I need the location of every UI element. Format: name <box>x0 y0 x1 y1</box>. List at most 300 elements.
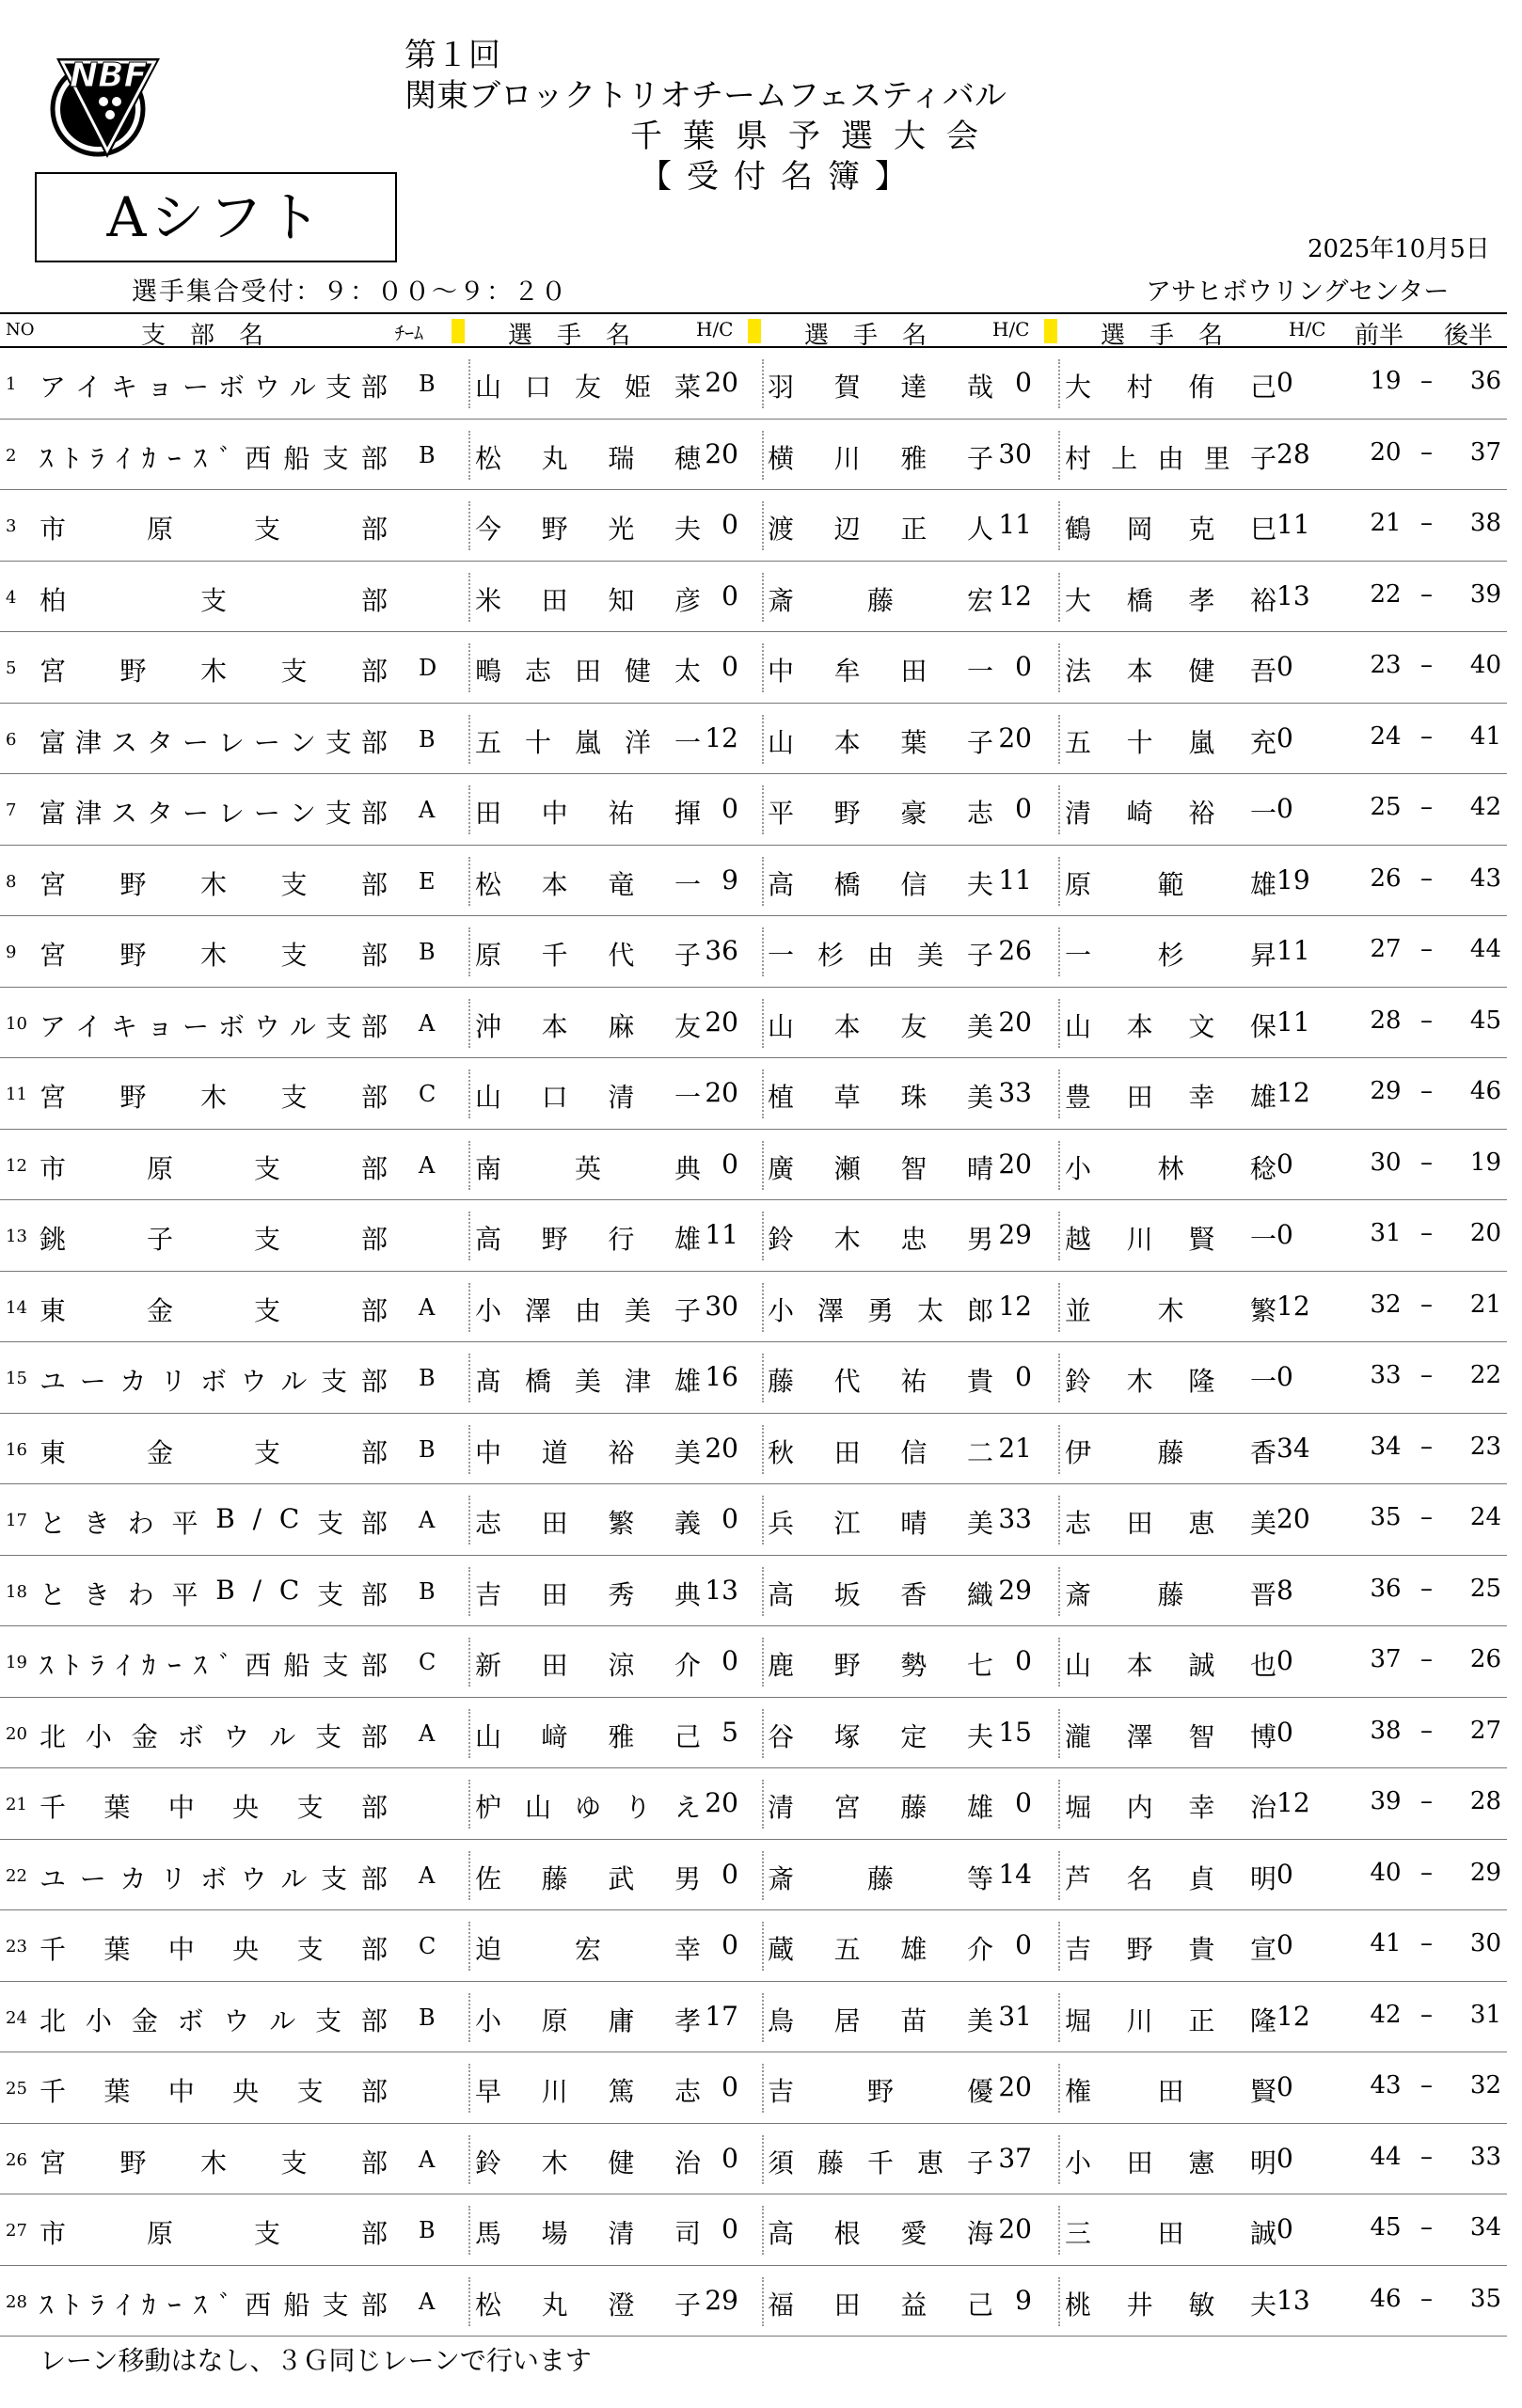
player-3-handicap: 0 <box>1276 793 1293 824</box>
lane-separator: – <box>1420 1645 1433 1673</box>
branch-name: ｽ ﾄ ﾗ ｲ ｶ ｰ ｽ ﾞ 西 船 支 部 <box>40 442 388 474</box>
player-3-name: 豊 田 幸 雄 <box>1065 1082 1276 1113</box>
player-2-handicap: 12 <box>998 1290 1032 1322</box>
team-letter: A <box>419 797 436 823</box>
header-hc-2: H/C <box>992 318 1030 341</box>
player-1-handicap: 0 <box>721 2213 738 2244</box>
player-2-name: 高 根 愛 海 <box>768 2218 993 2249</box>
player-1-name: 五 十 嵐 洋 一 <box>475 726 701 758</box>
player-2-name: 斎 藤 等 <box>768 1862 993 1894</box>
table-row <box>0 348 1507 420</box>
player-2-handicap: 33 <box>998 1503 1032 1534</box>
branch-name: と き わ 平 B / C 支 部 <box>40 1503 388 1539</box>
player-2-name: 中 牟 田 一 <box>768 656 993 687</box>
header-hc-1: H/C <box>696 318 734 341</box>
venue-name: アサヒボウリングセンター <box>1146 277 1450 307</box>
roster-table <box>0 348 1507 2337</box>
player-3-name: 原 範 雄 <box>1065 868 1276 900</box>
player-1-handicap: 20 <box>705 1077 738 1108</box>
header-no: NO <box>6 320 35 340</box>
player-3-name: 越 川 賢 一 <box>1065 1224 1276 1255</box>
player-3-name: 三 田 誠 <box>1065 2218 1276 2249</box>
first-half-lane: 46 <box>1370 2284 1402 2313</box>
lane-separator: – <box>1420 1787 1433 1815</box>
row-number: 27 <box>6 2221 27 2241</box>
second-half-lane: 46 <box>1469 1077 1501 1105</box>
player-1-handicap: 0 <box>721 579 738 611</box>
table-row <box>0 1414 1507 1485</box>
team-letter: B <box>419 725 436 752</box>
lane-separator: – <box>1420 2284 1433 2313</box>
second-half-lane: 34 <box>1469 2213 1501 2242</box>
player-3-handicap: 12 <box>1276 1787 1310 1818</box>
player-1-name: 佐 藤 武 男 <box>475 1862 701 1894</box>
team-letter: D <box>419 655 437 681</box>
header-marker-1 <box>452 319 465 343</box>
nbf-logo <box>49 45 164 164</box>
player-3-name: 大 橋 孝 裕 <box>1065 584 1276 616</box>
branch-name: 富 津 ス タ ー レ ー ン 支 部 <box>40 726 388 758</box>
second-half-lane: 21 <box>1469 1290 1501 1319</box>
team-letter: A <box>419 2146 436 2173</box>
player-3-handicap: 0 <box>1276 721 1293 753</box>
table-header <box>0 312 1507 348</box>
player-1-handicap: 20 <box>705 367 738 398</box>
player-1-handicap: 0 <box>721 793 738 824</box>
player-2-name: 植 草 珠 美 <box>768 1082 993 1113</box>
second-half-lane: 20 <box>1469 1219 1501 1247</box>
player-2-name: 羽 賀 達 哉 <box>768 372 993 403</box>
player-3-name: 大 村 侑 己 <box>1065 372 1276 403</box>
table-row <box>0 1698 1507 1769</box>
table-row <box>0 1768 1507 1840</box>
player-1-handicap: 0 <box>721 651 738 682</box>
team-letter: A <box>419 1009 436 1037</box>
first-half-lane: 36 <box>1370 1574 1402 1603</box>
player-2-handicap: 14 <box>998 1858 1032 1890</box>
header-first-half: 前半 <box>1355 322 1404 350</box>
table-row <box>0 846 1507 917</box>
table-row <box>0 1200 1507 1272</box>
player-3-handicap: 0 <box>1276 367 1293 398</box>
player-2-handicap: 0 <box>1015 1645 1032 1676</box>
row-number: 18 <box>6 1581 27 1602</box>
lane-separator: – <box>1420 1716 1433 1745</box>
player-3-name: 法 本 健 吾 <box>1065 656 1276 687</box>
player-3-handicap: 0 <box>1276 1858 1293 1890</box>
table-row <box>0 988 1507 1059</box>
team-letter: A <box>419 1507 436 1533</box>
player-1-handicap: 11 <box>705 1219 738 1250</box>
table-row <box>0 420 1507 491</box>
player-1-name: 山 﨑 雅 己 <box>475 1720 701 1752</box>
team-letter: E <box>419 867 436 895</box>
player-1-name: 迫 宏 幸 <box>475 1934 701 1965</box>
player-3-name: 清 崎 裕 一 <box>1065 798 1276 829</box>
player-2-name: 鈴 木 忠 男 <box>768 1224 993 1255</box>
player-1-handicap: 36 <box>705 935 738 966</box>
player-2-name: 須 藤 千 恵 子 <box>768 2147 993 2178</box>
player-2-handicap: 20 <box>998 721 1032 753</box>
lane-separator: – <box>1420 1503 1433 1531</box>
branch-name: 千 葉 中 央 支 部 <box>40 2076 388 2107</box>
first-half-lane: 20 <box>1370 437 1402 467</box>
second-half-lane: 27 <box>1469 1716 1501 1745</box>
lane-separator: – <box>1420 1361 1433 1389</box>
team-letter: B <box>419 1435 436 1463</box>
table-row <box>0 1840 1507 1911</box>
second-half-lane: 45 <box>1469 1006 1501 1035</box>
title-line-2: 関東ブロックトリオチームフェスティバル <box>404 77 1007 115</box>
second-half-lane: 33 <box>1469 2142 1501 2171</box>
second-half-lane: 28 <box>1469 1787 1501 1815</box>
table-row <box>0 1982 1507 2053</box>
player-3-name: 一 杉 昇 <box>1065 940 1276 971</box>
player-2-name: 横 川 雅 子 <box>768 442 993 474</box>
lane-separator: – <box>1420 1432 1433 1461</box>
title-line-4: 【受付名簿】 <box>640 158 922 196</box>
player-3-name: 堀 内 幸 治 <box>1065 1792 1276 1823</box>
player-1-name: 馬 場 清 司 <box>475 2218 701 2249</box>
lane-separator: – <box>1420 509 1433 537</box>
header-second-half: 後半 <box>1444 322 1494 350</box>
player-2-name: 蔵 五 雄 介 <box>768 1934 993 1965</box>
event-date: 2025年10月5日 <box>1308 235 1490 263</box>
player-1-name: 吉 田 秀 典 <box>475 1578 701 1610</box>
player-2-name: 平 野 豪 志 <box>768 798 993 829</box>
second-half-lane: 38 <box>1469 509 1501 537</box>
player-2-handicap: 9 <box>1015 2284 1032 2316</box>
lane-separator: – <box>1420 863 1433 893</box>
player-2-name: 渡 辺 正 人 <box>768 514 993 545</box>
shift-label: Aシフト <box>35 172 397 262</box>
branch-name: 市 原 支 部 <box>40 1152 388 1184</box>
first-half-lane: 38 <box>1370 1716 1402 1745</box>
player-1-handicap: 20 <box>705 437 738 469</box>
second-half-lane: 41 <box>1469 721 1501 751</box>
player-2-name: 福 田 益 己 <box>768 2289 993 2321</box>
player-1-name: 早 川 篤 志 <box>475 2076 701 2107</box>
title-line-3: 千葉県予選大会 <box>630 118 999 155</box>
first-half-lane: 35 <box>1370 1503 1402 1531</box>
player-2-name: 鹿 野 勢 七 <box>768 1650 993 1681</box>
table-row <box>0 2266 1507 2337</box>
player-3-handicap: 0 <box>1276 1219 1293 1250</box>
player-3-name: 志 田 恵 美 <box>1065 1508 1276 1539</box>
branch-name: 市 原 支 部 <box>40 2218 388 2249</box>
player-1-handicap: 20 <box>705 1432 738 1464</box>
player-1-handicap: 0 <box>721 1503 738 1534</box>
header-marker-2 <box>748 319 761 343</box>
team-letter: B <box>419 371 436 397</box>
player-3-handicap: 0 <box>1276 1929 1293 1960</box>
second-half-lane: 36 <box>1469 367 1501 395</box>
player-3-handicap: 13 <box>1276 579 1310 611</box>
player-2-name: 吉 野 優 <box>768 2076 993 2107</box>
player-3-handicap: 13 <box>1276 2284 1310 2316</box>
row-number: 8 <box>6 871 17 892</box>
lane-separator: – <box>1420 2071 1433 2099</box>
first-half-lane: 41 <box>1370 1929 1402 1957</box>
player-1-handicap: 0 <box>721 509 738 540</box>
row-number: 1 <box>6 374 17 394</box>
lane-separator: – <box>1420 1574 1433 1603</box>
player-2-name: 兵 江 晴 美 <box>768 1508 993 1539</box>
first-half-lane: 26 <box>1370 863 1402 893</box>
player-2-name: 山 本 友 美 <box>768 1010 993 1042</box>
player-3-name: 伊 藤 香 <box>1065 1436 1276 1468</box>
table-row <box>0 632 1507 704</box>
lane-separator: – <box>1420 1077 1433 1105</box>
player-3-name: 五 十 嵐 充 <box>1065 726 1276 758</box>
player-3-handicap: 0 <box>1276 1361 1293 1392</box>
player-2-handicap: 11 <box>998 863 1032 895</box>
player-1-handicap: 12 <box>705 721 738 753</box>
table-row <box>0 1556 1507 1627</box>
branch-name: ユ ー カ リ ボ ウ ル 支 部 <box>40 1366 388 1397</box>
row-number: 22 <box>6 1865 27 1886</box>
branch-name: 市 原 支 部 <box>40 514 388 545</box>
second-half-lane: 43 <box>1469 863 1501 893</box>
header-player-3: 選 手 名 <box>1101 322 1224 350</box>
first-half-lane: 40 <box>1370 1858 1402 1887</box>
lane-separator: – <box>1420 2142 1433 2171</box>
row-number: 4 <box>6 587 17 608</box>
second-half-lane: 39 <box>1469 579 1501 609</box>
player-3-handicap: 0 <box>1276 2142 1293 2174</box>
player-1-name: 鴫 志 田 健 太 <box>475 656 701 687</box>
team-letter: A <box>419 1293 436 1321</box>
team-letter: B <box>419 2004 436 2031</box>
table-row <box>0 490 1507 562</box>
player-2-handicap: 37 <box>998 2142 1032 2174</box>
lane-separator: – <box>1420 721 1433 751</box>
table-row <box>0 1342 1507 1414</box>
player-1-name: 高 野 行 雄 <box>475 1224 701 1255</box>
table-row <box>0 2052 1507 2124</box>
second-half-lane: 19 <box>1469 1148 1501 1177</box>
player-2-handicap: 20 <box>998 1148 1032 1180</box>
second-half-lane: 35 <box>1469 2284 1501 2313</box>
lane-separator: – <box>1420 1148 1433 1177</box>
first-half-lane: 32 <box>1370 1290 1402 1319</box>
lane-separator: – <box>1420 1858 1433 1887</box>
second-half-lane: 40 <box>1469 651 1501 679</box>
player-1-handicap: 9 <box>721 863 738 895</box>
row-number: 7 <box>6 800 17 820</box>
player-1-name: 小 原 庸 孝 <box>475 2004 701 2036</box>
branch-name: 宮 野 木 支 部 <box>40 2147 388 2178</box>
player-3-name: 村 上 由 里 子 <box>1065 442 1276 474</box>
player-2-name: 清 宮 藤 雄 <box>768 1792 993 1823</box>
player-3-handicap: 34 <box>1276 1432 1310 1464</box>
table-row <box>0 1130 1507 1201</box>
reception-time: 選手集合受付：９：００～９：２０ <box>132 277 568 307</box>
player-3-name: 鈴 木 隆 一 <box>1065 1366 1276 1397</box>
player-3-handicap: 8 <box>1276 1574 1293 1606</box>
player-1-handicap: 16 <box>705 1361 738 1392</box>
first-half-lane: 19 <box>1370 367 1402 395</box>
player-1-name: 髙 橋 美 津 雄 <box>475 1366 701 1397</box>
player-2-handicap: 29 <box>998 1574 1032 1606</box>
first-half-lane: 29 <box>1370 1077 1402 1105</box>
player-2-name: 鳥 居 苗 美 <box>768 2004 993 2036</box>
player-2-handicap: 11 <box>998 509 1032 540</box>
player-3-name: 斎 藤 晋 <box>1065 1578 1276 1610</box>
player-1-handicap: 30 <box>705 1290 738 1322</box>
row-number: 5 <box>6 658 17 678</box>
player-1-name: 小 澤 由 美 子 <box>475 1294 701 1326</box>
player-2-handicap: 0 <box>1015 367 1032 398</box>
first-half-lane: 34 <box>1370 1432 1402 1461</box>
lane-separator: – <box>1420 2000 1433 2029</box>
player-2-handicap: 29 <box>998 1219 1032 1250</box>
row-number: 21 <box>6 1795 27 1814</box>
team-letter: B <box>419 939 436 965</box>
branch-name: 宮 野 木 支 部 <box>40 868 388 900</box>
player-3-handicap: 0 <box>1276 2071 1293 2102</box>
player-3-name: 吉 野 貴 宣 <box>1065 1934 1276 1965</box>
player-3-name: 権 田 賢 <box>1065 2076 1276 2107</box>
table-row <box>0 1626 1507 1698</box>
player-1-handicap: 13 <box>705 1574 738 1606</box>
first-half-lane: 22 <box>1370 579 1402 609</box>
branch-name: 銚 子 支 部 <box>40 1224 388 1255</box>
branch-name: 宮 野 木 支 部 <box>40 940 388 971</box>
player-1-name: 鈴 木 健 治 <box>475 2147 701 2178</box>
header-branch: 支 部 名 <box>141 322 264 350</box>
player-1-name: 志 田 繁 義 <box>475 1508 701 1539</box>
player-2-name: 高 坂 香 織 <box>768 1578 993 1610</box>
first-half-lane: 45 <box>1370 2213 1402 2242</box>
branch-name: ア イ キ ョ ー ボ ウ ル 支 部 <box>40 1010 388 1042</box>
second-half-lane: 32 <box>1469 2071 1501 2099</box>
player-3-handicap: 11 <box>1276 509 1310 540</box>
row-number: 16 <box>6 1439 27 1460</box>
player-1-name: 新 田 涼 介 <box>475 1650 701 1681</box>
header-player-2: 選 手 名 <box>804 322 927 350</box>
header-team: ﾁｰﾑ <box>395 322 423 344</box>
first-half-lane: 28 <box>1370 1006 1402 1035</box>
player-2-handicap: 31 <box>998 2000 1032 2032</box>
lane-separator: – <box>1420 1219 1433 1247</box>
player-3-handicap: 19 <box>1276 863 1310 895</box>
second-half-lane: 23 <box>1469 1432 1501 1461</box>
row-number: 26 <box>6 2149 27 2170</box>
player-3-handicap: 12 <box>1276 2000 1310 2032</box>
second-half-lane: 31 <box>1469 2000 1501 2029</box>
header-player-1: 選 手 名 <box>508 322 631 350</box>
first-half-lane: 44 <box>1370 2142 1402 2171</box>
player-3-name: 並 木 繁 <box>1065 1294 1276 1326</box>
table-row <box>0 2124 1507 2195</box>
table-row <box>0 1272 1507 1343</box>
player-3-handicap: 0 <box>1276 1645 1293 1676</box>
row-number: 24 <box>6 2007 27 2028</box>
branch-name: 千 葉 中 央 支 部 <box>40 1792 388 1823</box>
player-2-name: 藤 代 祐 貴 <box>768 1366 993 1397</box>
first-half-lane: 30 <box>1370 1148 1402 1177</box>
row-number: 15 <box>6 1369 27 1388</box>
second-half-lane: 37 <box>1469 437 1501 467</box>
svg-text:NBF: NBF <box>70 56 148 95</box>
player-1-handicap: 29 <box>705 2284 738 2316</box>
lane-separator: – <box>1420 579 1433 609</box>
branch-name: 北 小 金 ボ ウ ル 支 部 <box>40 2004 388 2036</box>
player-1-name: 山 口 清 一 <box>475 1082 701 1113</box>
team-letter: A <box>419 1861 436 1889</box>
player-1-handicap: 0 <box>721 1929 738 1960</box>
team-letter: A <box>419 1719 436 1747</box>
lane-separator: – <box>1420 1290 1433 1319</box>
player-1-name: 枦 山 ゆ り え <box>475 1792 701 1823</box>
player-1-name: 松 本 竜 一 <box>475 868 701 900</box>
lane-separator: – <box>1420 1006 1433 1035</box>
row-number: 2 <box>6 445 17 466</box>
branch-name: 柏 支 部 <box>40 584 388 616</box>
lane-separator: – <box>1420 935 1433 963</box>
first-half-lane: 21 <box>1370 509 1402 537</box>
player-2-handicap: 21 <box>998 1432 1032 1464</box>
first-half-lane: 43 <box>1370 2071 1402 2099</box>
player-3-name: 桃 井 敏 夫 <box>1065 2289 1276 2321</box>
player-2-name: 一 杉 由 美 子 <box>768 940 993 971</box>
table-row <box>0 916 1507 988</box>
lane-separator: – <box>1420 367 1433 395</box>
row-number: 9 <box>6 943 17 962</box>
first-half-lane: 37 <box>1370 1645 1402 1673</box>
lane-separator: – <box>1420 793 1433 821</box>
team-letter: B <box>419 1577 436 1605</box>
table-row <box>0 562 1507 633</box>
table-row <box>0 774 1507 846</box>
player-1-handicap: 5 <box>721 1716 738 1748</box>
team-letter: C <box>419 1649 436 1675</box>
branch-name: 宮 野 木 支 部 <box>40 1082 388 1113</box>
player-1-handicap: 20 <box>705 1006 738 1038</box>
first-half-lane: 42 <box>1370 2000 1402 2029</box>
table-row <box>0 1058 1507 1130</box>
table-row <box>0 1484 1507 1556</box>
team-letter: B <box>419 441 436 468</box>
player-2-handicap: 26 <box>998 935 1032 966</box>
player-1-handicap: 0 <box>721 1148 738 1180</box>
first-half-lane: 24 <box>1370 721 1402 751</box>
second-half-lane: 44 <box>1469 935 1501 963</box>
player-1-name: 原 千 代 子 <box>475 940 701 971</box>
team-letter: B <box>419 1365 436 1391</box>
player-3-handicap: 0 <box>1276 1148 1293 1180</box>
player-2-handicap: 20 <box>998 2213 1032 2244</box>
player-1-handicap: 0 <box>721 1858 738 1890</box>
player-3-name: 小 林 稔 <box>1065 1152 1276 1184</box>
team-letter: B <box>419 2217 436 2243</box>
player-2-name: 山 本 葉 子 <box>768 726 993 758</box>
player-3-handicap: 28 <box>1276 437 1310 469</box>
first-half-lane: 39 <box>1370 1787 1402 1815</box>
header-marker-3 <box>1044 319 1057 343</box>
player-2-name: 廣 瀬 智 晴 <box>768 1152 993 1184</box>
player-2-handicap: 33 <box>998 1077 1032 1108</box>
lane-separator: – <box>1420 437 1433 467</box>
player-3-handicap: 11 <box>1276 935 1310 966</box>
branch-name: 富 津 ス タ ー レ ー ン 支 部 <box>40 798 388 829</box>
player-3-name: 瀧 澤 智 博 <box>1065 1720 1276 1752</box>
row-number: 11 <box>6 1085 27 1104</box>
branch-name: ｽ ﾄ ﾗ ｲ ｶ ｰ ｽ ﾞ 西 船 支 部 <box>40 2289 388 2321</box>
player-3-name: 小 田 憲 明 <box>1065 2147 1276 2178</box>
player-2-name: 小 澤 勇 太 郎 <box>768 1294 993 1326</box>
